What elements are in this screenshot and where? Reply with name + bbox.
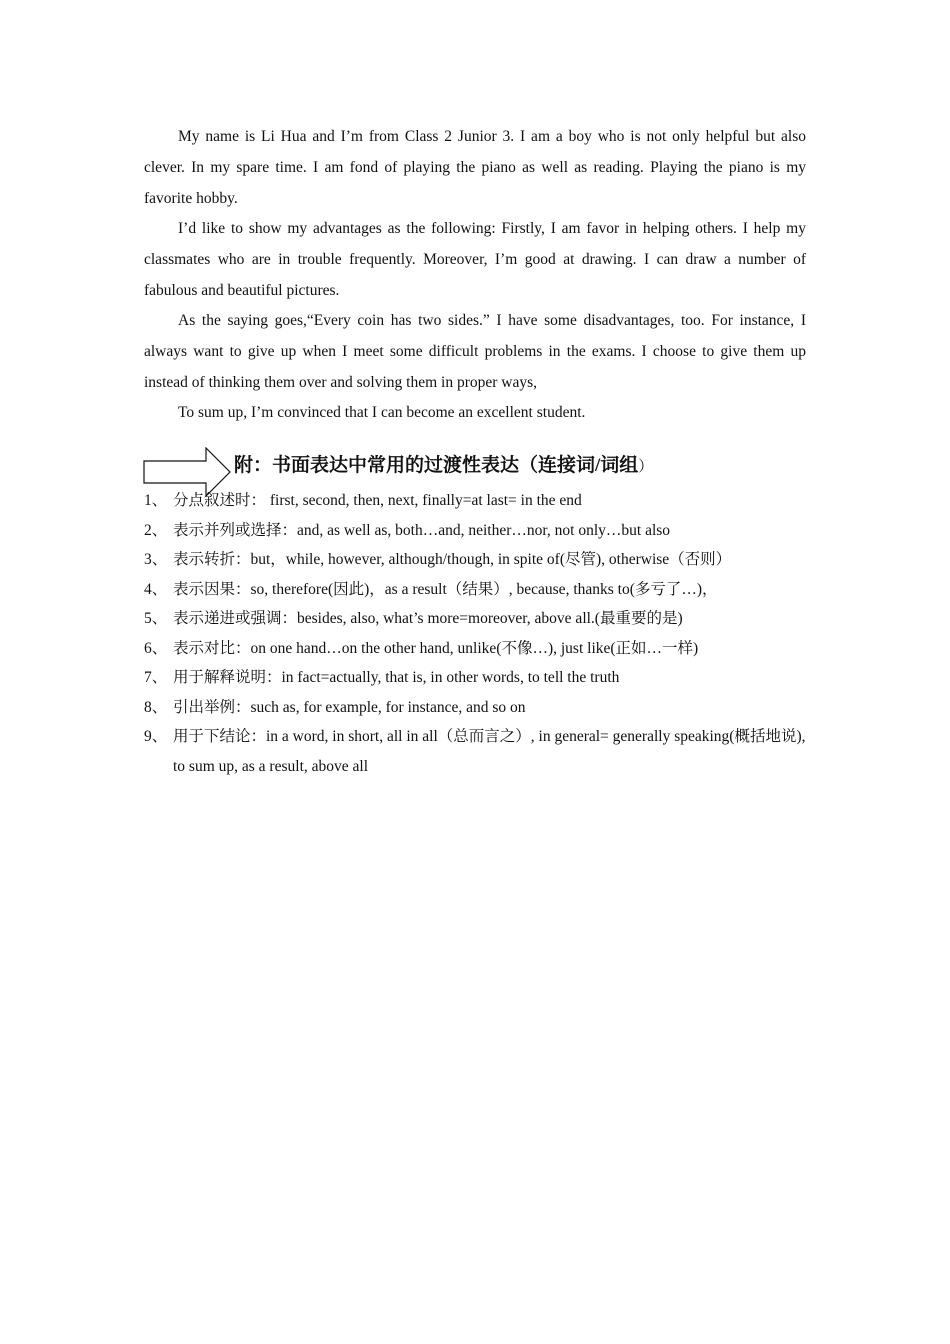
list-item xyxy=(144,663,806,693)
list-text: 用于解释说明：in fact=actually, that is, in other words, to tell the truth xyxy=(173,669,620,686)
essay-paragraph: To sum up, I’m convinced that I can become an excellent student. xyxy=(178,404,586,421)
list-number: 4、 xyxy=(144,580,168,598)
essay-paragraph: I’d like to show my advantages as the following: Firstly, I am favor in helping others. I help my classmates who are in trouble frequently. Moreover, I’m good at drawing. I can draw a number of fabulous and beautiful pictures. xyxy=(144,220,806,299)
list-number: 2、 xyxy=(144,521,168,539)
list-text: 分点叙述时： first, second, then, next, finally=at last= in the end xyxy=(173,492,582,509)
list-text: 表示并列或选择：and, as well as, both…and, neither…nor, not only…but also xyxy=(173,521,671,539)
essay-paragraph: As the saying goes,“Every coin has two sides.” I have some disadvantages, too. For instance, I always want to give up when I meet some difficult problems in the exams. I choose to give them up instead of thinking them over and solving them in proper ways, xyxy=(144,312,806,391)
essay-paragraph: My name is Li Hua and I’m from Class 2 Junior 3. I am a boy who is not only helpful but also clever. In my spare time. I am fond of playing the piano as well as reading. Playing the piano is my favorite hobby. xyxy=(144,128,806,207)
appendix-title xyxy=(234,450,653,477)
appendix-title-tail: ） xyxy=(638,459,654,475)
list-number: 6、 xyxy=(144,639,168,657)
list-item xyxy=(144,634,806,664)
appendix-title-text: 附：书面表达中常用的过渡性表达（连接词/词组 xyxy=(234,455,639,476)
transition-list xyxy=(144,486,806,782)
list-item xyxy=(144,516,806,546)
list-number: 5、 xyxy=(144,610,168,627)
list-item xyxy=(144,722,806,782)
list-number: 9、 xyxy=(144,728,168,745)
list-number: 8、 xyxy=(144,698,168,716)
document-page xyxy=(144,121,806,782)
appendix-heading xyxy=(144,446,806,486)
list-text: 用于下结论：in a word, in short, all in all（总而言之）, in general= generally speaking(概括地说), to sum up, as a result, above all xyxy=(173,728,806,775)
list-number: 1、 xyxy=(144,492,168,509)
list-item xyxy=(144,486,806,516)
essay xyxy=(144,121,806,428)
list-number: 3、 xyxy=(144,551,168,568)
list-item xyxy=(144,545,806,575)
list-text: 表示因果：so, therefore(因此)，as a result（结果）, because, thanks to(多亏了…)， xyxy=(173,580,718,598)
list-item xyxy=(144,693,806,723)
list-item xyxy=(144,604,806,634)
list-text: 表示转折：but，while, however, although/though, in spite of(尽管), otherwise（否则） xyxy=(173,551,732,568)
list-item xyxy=(144,575,806,605)
list-text: 表示递进或强调：besides, also, what’s more=moreover, above all.(最重要的是) xyxy=(173,610,683,627)
list-text: 引出举例：such as, for example, for instance, and so on xyxy=(173,698,526,716)
list-text: 表示对比：on one hand…on the other hand, unlike(不像…), just like(正如…一样) xyxy=(173,639,699,657)
list-number: 7、 xyxy=(144,669,168,686)
